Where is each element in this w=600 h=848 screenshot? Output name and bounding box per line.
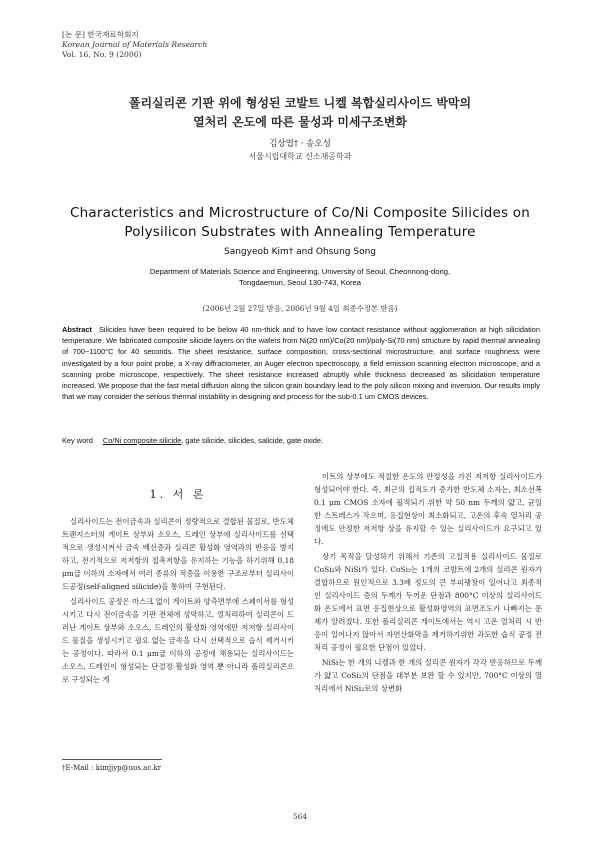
abstract [62, 324, 540, 402]
journal-header [62, 30, 207, 60]
footnote-email: †E-Mail : kimjjyp@uos.ac.kr [62, 764, 162, 772]
footnote-divider [62, 759, 162, 760]
abstract-label: Abstract [62, 325, 92, 334]
keyword-primary: Co/Ni composite silicide [102, 436, 182, 445]
journal-volume: Vol. 16, No. 9 (2006) [62, 50, 142, 59]
journal-name-english: Korean Journal of Materials Research [62, 40, 208, 49]
left-paragraph: 실리사이드 공정은 마스크 없이 게이트와 양측면부에 스페이서를 형성시키고 다시 전이금속을 기판 전체에 성막하고, 열처리하여 실리콘이 드러난 게이트 상부와 소오스, 드레인의 활성화 영역에만 저저항 실리사이드 물질을 생성시키고 필요 없는 금속을 다시 선택적으로 습식 제거시키는 공정이다. 따라서 0.1 μm급 이하의 공정에 채용되는 실리사이드는 소오스, 드레인이 형성되는 단결정 활성화 영역 뿐 아니라 폴리실리콘으로 구성되는 게 [62, 597, 294, 684]
right-paragraph: 상기 목적을 달성하기 위해서 기존의 고집적용 실리사이드 물질로 CoSi₂와 NiSi가 있다. CoSi₂는 1개의 코발트에 2개의 실리콘 원자가 결합하므로 원인적으로 3.3배 정도의 큰 부피팽창이 일어나고 최종적인 실리사이드 층의 두께가 두꺼운 단점과 800°C 이상의 실리사이드 화 온도에서 표면 응집현상으로 활성화영역의 표면조도가 나빠지는 문제가 알려졌다. 또한 폴리실리콘 게이트에서는 역시 고온 열처리 시 반응이 일어나지 않아서 자연산화막을 제거하기위한 과도한 습식 공정 전처리 공정이 필요한 단점이 있었다. [314, 552, 542, 652]
keywords-rest: , gate silicide, silicides, salicide, gate oxide. [181, 436, 324, 445]
english-authors: Sangyeob Kim† and Ohsung Song [223, 247, 376, 257]
journal-name-korean: [논 문] 한국재료학회지 [62, 30, 139, 39]
section-heading: 1. 서 론 [149, 488, 207, 501]
right-column [314, 470, 542, 697]
right-paragraph: NiSi는 한 개의 니켈과 한 개의 실리콘 원자가 각각 반응하므로 두께가 얇고 CoSi₂의 단점을 대부분 보완 할 수 있지만, 700°C 이상의 열처리에서 NiSi₂로의 상변화 [314, 658, 542, 693]
english-title-line1: Characteristics and Microstructure of Co/Ni Composite Silicides on [69, 205, 531, 221]
korean-title-line1: 폴리실리콘 기판 위에 형성된 코발트 니켈 복합실리사이드 박막의 [128, 96, 472, 110]
abstract-text: Silicides have been required to be below 40 nm-thick and to have low contact resistance without agglomeration at high silicidation temperature. We fabricated composite silicide layers on the wafers from Ni(20 nm)/Co(20 nm)/poly-Si(70 nm) structure by rapid thermal annealing of 700~1100°C for 40 seconds. The sheet resistance, surface composition, cross-sectional microstructure, and surface roughness were investigated by a four point probe, a X-ray diffractometer, an Auger electron spectroscopy, a field emission scanning electron microscope, and a scanning probe microscope, respectively. The sheet resistance increased abruptly while thickness decreased as silicidation temperature increased. We propose that the fast metal diffusion along the silicon grain boundary lead to the poly silicon mixing and inversion. Our results imply that we may consider the serious thermal instability in designing and process for the sub-0.1 um CMOS devices. [62, 325, 540, 402]
affiliation-line1: Department of Materials Science and Engineering, University of Seoul, Cheonnong-dong, [149, 267, 451, 276]
right-paragraph: 이트의 상부에도 적절한 온도의 안정성을 가진 저저항 실리사이드가 형성되어야 한다. 즉, 최근의 집적도가 증가한 반도체 소자는, 최소선폭 0.1 μm CMOS 소자에 필적되기 위한 약 50 nm 두께의 얇고, 균일 한 스트레스가 작으며, 응집현상이 최소화되고, 고온의 후속 열처리 공정에도 안정한 저저항 상을 유지할 수 있는 실리사이드가 요구되고 있다. [314, 472, 542, 546]
korean-title-line2: 열처리 온도에 따른 물성과 미세구조변화 [193, 115, 407, 129]
english-affiliation [70, 266, 530, 288]
korean-affiliation: 서울시립대학교 신소재공학과 [248, 152, 352, 161]
left-paragraph: 실리사이드는 전이금속과 실리콘이 정량적으로 결합된 물질로, 반도체 트랜지스터의 게이트 상부와 소오스, 드레인 상부에 실리사이드를 선택적으로 생성시켜서 금속 배선층과 실리콘 활성화 영역과의 반응을 방지하고, 전기적으로 저저항의 접촉저항을 유지하는 기능을 하기위해 0.18 μm급 이하의 소자에서 여러 종류의 적층을 이용한 구조로부터 실리사이드공정(self-aligned silicide)을 통하여 구현된다. [62, 517, 294, 591]
received-dates: (2006년 2월 27일 받음, 2006년 9월 4일 최종수정본 받음) [202, 304, 398, 313]
korean-title [40, 94, 560, 132]
english-title [40, 204, 560, 242]
english-title-line2: Polysilicon Substrates with Annealing Temperature [124, 224, 476, 240]
keywords [62, 436, 540, 445]
left-column [62, 515, 294, 688]
keywords-label: Key word [62, 436, 93, 445]
korean-authors: 김상엽† · 송오성 [269, 139, 331, 149]
affiliation-line2: Tongdaemun, Seoul 130-743, Korea [238, 278, 361, 287]
page-number: 564 [292, 812, 308, 821]
